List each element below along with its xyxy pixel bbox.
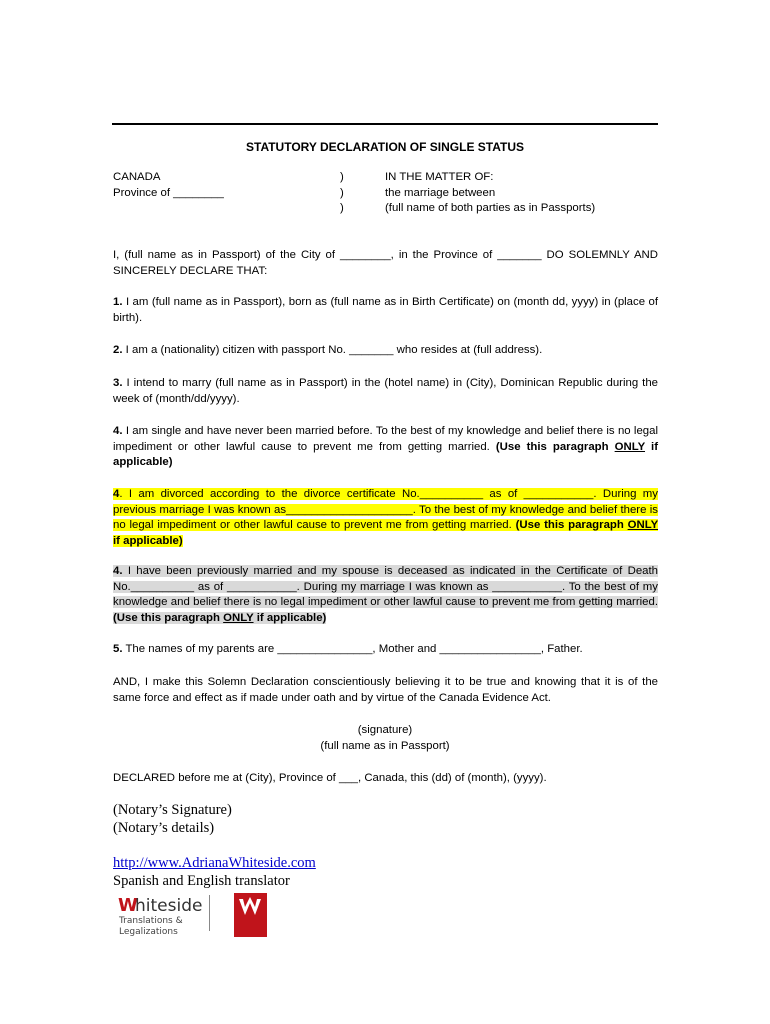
svg-text:Translations &: Translations & — [119, 916, 183, 926]
note-pre: (Use this paragraph — [113, 611, 224, 624]
paragraph-text: The names of my parents are _______________, Mother and ________________, Father. — [122, 643, 583, 655]
whiteside-logo — [116, 893, 286, 941]
paragraph-number: 4 — [113, 488, 120, 500]
paragraph-number: 4. — [113, 565, 123, 577]
paragraph-2 — [113, 343, 658, 359]
paragraph-3 — [113, 376, 658, 407]
paragraph-number: 3. — [113, 377, 123, 389]
website-link[interactable]: http://www.AdrianaWhiteside.com — [113, 855, 316, 871]
intro-paragraph: I, (full name as in Passport) of the City of ________, in the Province of _______ DO SOLEMNLY AND SINCERELY DECLARE THAT: — [113, 249, 658, 277]
paragraph-number: 4. — [113, 425, 123, 437]
paren: ) — [340, 171, 344, 183]
header-province: Province of ________ — [113, 186, 224, 199]
translator-tagline: Spanish and English translator — [113, 873, 290, 889]
usage-note — [113, 612, 326, 624]
notary-signature: (Notary’s Signature) — [113, 802, 232, 818]
highlight-yellow — [113, 488, 658, 547]
header-right — [385, 170, 595, 217]
matter-label: IN THE MATTER OF: — [385, 171, 494, 183]
note-pre: (Use this paragraph — [495, 440, 615, 453]
paragraph-1 — [113, 295, 658, 326]
logo-graphic — [116, 893, 286, 941]
header-left — [113, 170, 224, 201]
note-post: if applicable) — [253, 611, 327, 624]
paragraph-4-single — [113, 424, 658, 471]
signature-block — [0, 723, 770, 754]
note-only: ONLY — [627, 519, 659, 531]
paragraph-number: 1. — [113, 296, 123, 308]
paragraph-4-widowed — [113, 564, 658, 626]
document-title: STATUTORY DECLARATION OF SINGLE STATUS — [246, 140, 524, 154]
paragraph-text: I am (full name as in Passport), born as (full name as in Birth Certificate) on (month dd, yyyy) in (place of birth). — [113, 296, 658, 324]
note-only: ONLY — [614, 440, 646, 453]
svg-text:hiteside: hiteside — [135, 896, 203, 916]
header-rule — [112, 123, 658, 125]
paragraph-text: . I am divorced according to the divorce certificate No.__________ as of ___________. During my previous marriage I was known as____________________. To the best of my knowledge and belief there is no legal impediment or other lawful cause to prevent me from getting married. — [113, 488, 658, 531]
paren: ) — [340, 186, 344, 199]
note-post: if applicable) — [113, 534, 183, 547]
signature-label: (signature) — [357, 724, 413, 736]
signature-name-label: (full name as in Passport) — [320, 739, 450, 752]
paren: ) — [340, 202, 344, 214]
paragraph-number: 2. — [113, 344, 123, 356]
note-post: if applicable) — [113, 440, 659, 468]
solemn-declaration-paragraph: AND, I make this Solemn Declaration conscientiously believing it to be true and knowing that it is of the same force and effect as if made under oath and by virtue of the Canada Evidence Act. — [113, 676, 658, 704]
header-country: CANADA — [113, 171, 161, 183]
paragraph-text: I am single and have never been married before. To the best of my knowledge and belief there is no legal impediment or other lawful cause to prevent me from getting married. — [113, 425, 658, 453]
footer-block — [113, 854, 316, 890]
paragraph-text: I am a (nationality) citizen with passport No. _______ who resides at (full address). — [122, 344, 543, 356]
note-pre: (Use this paragraph — [515, 519, 628, 531]
paragraph-4-divorced — [113, 487, 658, 549]
paragraph-5 — [113, 642, 658, 658]
paragraph-text: I intend to marry (full name as in Passport) in the (hotel name) in (City), Dominican Republic during the week of (month/dd/yyyy). — [113, 377, 658, 405]
paragraph-number: 5. — [113, 643, 123, 655]
svg-text:Legalizations: Legalizations — [119, 927, 178, 937]
parties-label: (full name of both parties as in Passports) — [385, 202, 596, 214]
svg-text:W: W — [118, 895, 138, 916]
header-parens — [340, 170, 344, 217]
marriage-label: the marriage between — [385, 186, 496, 199]
highlight-gray — [113, 565, 658, 624]
notary-block — [113, 801, 232, 837]
declared-line: DECLARED before me at (City), Province of ___, Canada, this (dd) of (month), (yyyy). — [113, 772, 547, 784]
note-only: ONLY — [223, 611, 254, 624]
paragraph-text: I have been previously married and my spouse is deceased as indicated in the Certificate of Death No.__________ as of ___________. During my marriage I was known as ___________. To the best of my knowledge and belief there is no legal impediment or other lawful cause to prevent me from getting married. — [113, 565, 658, 608]
notary-details: (Notary’s details) — [113, 820, 215, 836]
